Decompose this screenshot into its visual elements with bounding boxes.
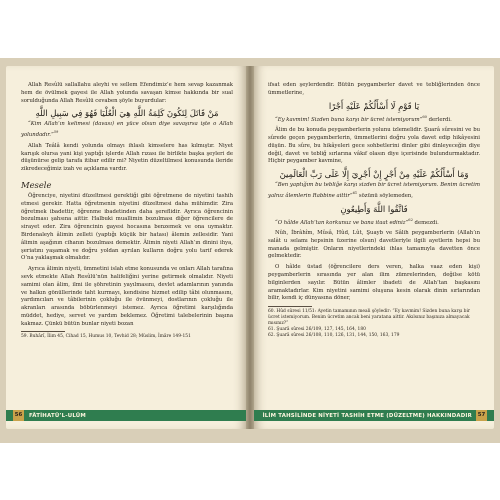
- paragraph: O hâlde üstad (öğrencilere ders veren, halka vaaz eden kişi) peygamberlerin sırasında yer alan ilim zümrelerinden, değilse kötü bilginlerden sayılır. Bütün âlimler ibadeti de Allah’tan başkasını aramaktadırlar. Kim niyetini samimi oluşuna kesin olarak dinin sırlarından bilir, kendi iç dünyasına döner,: [268, 264, 480, 302]
- quote-tail: derlerdi.: [426, 116, 452, 123]
- arabic-verse: فَاتَّقُوا اللَّهَ وَأَطِيعُونِ: [340, 203, 408, 214]
- footnote: 59. Buhârî, İlim 45, Cihad 15, Humus 10, Tevhid 28; Müslim, İmâre 149-151: [21, 334, 191, 340]
- verse-translation: [268, 217, 480, 228]
- paragraph: Âlim de bu konuda peygamberlerin yolunu izlemelidir. Şuarâ sûresini ve bu sûrede geçen peygamberlerin, ümmetlerini doğru yola davet edip hikâyesini düşün. Bu sûre, bu hikâyeleri gece sohbetlerini dinler gibi dinleyeceğin diye değil, davet ve tebliğ sırlarına vâkıf olasın diye içerisinde bulundurmaktadır. Hiçbir peygamber kavmine,: [268, 127, 480, 165]
- page-number: 57: [476, 410, 487, 421]
- right-page-content: [268, 82, 480, 339]
- hadith-translation: [21, 121, 233, 139]
- paragraph: Öğrenciye, niyetini düzeltmesi gerektiği gibi öğretmene de niyetini tashih etmesi gerekir. Hatta öğretmenin niyetini düzeltmesi daha mühimdir. Zira öğretmek ibadettir, öğrenme ibadetinden daha şereflidir. Ayrıca öğrencinin bozulması şahsına aittir. Halbuki muallimin bozulması diğer öğrencilere de sirayet eder. Zira öğrencinin gayesi hocasına benzemek ve ona uymaktır. Birdenaleyh âlimin zelleti (yaptığı küçük bir hatası) âlemin zellesidir. Yani âlimin aşağının cihanın bozulması demektir. Âlimin niyeti Allah’ın dinini ihya, şeriatını yaşamak ve doğru yoldan ayrılan kulların doğru yolu tarif ederek O’na yaklaşmak olmalıdır.: [21, 192, 233, 262]
- running-title: İLİM TAHSİLİNDE NİYETİ TASHİH ETME (DÜZELTME) HAKKINDADIR: [262, 412, 472, 419]
- right-footer-band: [254, 410, 494, 421]
- page-number: 56: [13, 410, 24, 421]
- open-book: [0, 58, 500, 443]
- paragraph: Allah Resûlü sallallahu aleyhi ve sellem Efendimiz’e hem sevap kazanmak hem de övülmek gayesi ile Allah yolunda savaşan kimse hakkında bir sual sorulduğunda Allah Resûlü cevaben şöyle buyurdular:: [21, 82, 233, 104]
- quote-text: “O hâlde Allah’tan korkunuz ve bana itaat ediniz”: [275, 219, 409, 226]
- paragraph: Nûh, İbrâhîm, Mûsâ, Hûd, Lût, Şuayb ve Sâlih peygamberlerin (Allah’ın salât u selamı hepsinin üzerine olsun) davetleriyle ilgili ayetlerin hepsi bu manada gelmiştir. Onların niyetlerindeki ihlas tamamıyla davetten önce gelmektedir.: [268, 230, 480, 260]
- quote-tail: sözünü söylemeden,: [357, 192, 413, 199]
- running-title: FÂTİHATÜ’L-ULÛM: [29, 412, 86, 419]
- footnote-ref: 61: [352, 190, 358, 195]
- left-page: [6, 66, 246, 429]
- section-heading: Mesele: [21, 179, 52, 190]
- arabic-hadith: مَنْ قَاتَلَ لِتَكُونَ كَلِمَةُ اللَّهِ هِيَ الْعُلْيَا فَهُوَ فِي سَبِيلِ اللَّهِ: [35, 108, 219, 119]
- right-page: [254, 66, 494, 429]
- footnote: 60. Hûd sûresi 11/51: Ayetin tamamının meali şöyledir: “Ey kavmim! Sizden buna karşı bir ücret istemiyorum. Benim ücretim ancak beni yaratana aittir. Akılsınız başınıza almayacak mısınız?”: [268, 309, 470, 327]
- paragraph: ifsat eden şeylerdendir. Bütün peygamberler davet ve tebliğlerinden önce ümmetlerine,: [268, 82, 480, 96]
- left-page-content: [21, 82, 233, 340]
- verse-translation: [268, 182, 480, 200]
- footnote-ref: 59: [53, 130, 59, 135]
- footnote-ref: 60: [422, 114, 427, 119]
- footnote-ref: 62: [408, 217, 413, 222]
- verse-translation: [268, 114, 480, 125]
- paragraph: Allah Teâlâ kendi yolunda olmayı ihlaslı kimselere has kılmıştır. Niyet karışık olursa yani kişi yaptığı işlerde Allah rızası ile birlikte başka şeyleri de düşünürse gelip tarafa itibar edilir mi? Niyetin düzeltilmesi konusunda ileride zikredeceğimiz izah ve açıklama vardır.: [21, 142, 233, 173]
- footnote-separator: [268, 306, 312, 307]
- footnote: 62. Şuarâ sûresi 26/108, 110, 126, 131, 144, 150, 163, 179: [268, 333, 400, 339]
- quote-text: “Kim Allah’ın kelimesi (davası) en yüce olsun diye savaşırsa işte o Allah yolundadır.”: [21, 121, 233, 138]
- quote-tail: demezdi.: [412, 219, 439, 226]
- arabic-verse: وَمَا أَسْأَلُكُمْ عَلَيْهِ مِنْ أَجْرٍ إِنْ أَجْرِيَ إِلَّا عَلَى رَبِّ الْعَالَمِينَ: [279, 169, 469, 180]
- paragraph: Ayrıca âlimin niyeti, ümmetini islah etme konusunda ve onları Allah tarafına sevk etmekte Allah Resûlü’nün halifeliğini yerine getirmek olmalıdır. Niyeti samimi olan âlim, ilmi ile şöhretinin yayılmasını, devlet adamlarının yanında ve halkın gönüllerinde taht kurmayı, kendisine hizmet edilip tâbi olunmasını, yardımcıları ve tâbilerinin çokluğu ile övünmeyi, dostlarının çokluğu ile akranları arasında böbürlenmeyi istemez. Ayrıca öğretimi karşılığında müddet, hediye, servet ve yardım beklemez. Öğretimi talebelerinin başına kakmaz. Çünkü bütün bunlar niyeti bozan: [21, 266, 233, 327]
- footnote-separator: [21, 331, 65, 332]
- quote-text: “Ben yaptığım bu tebliğe karşı sizden bir ücret istemiyorum. Benim ücretim yalnız âlemlerin Rabbine aittir”: [268, 182, 480, 199]
- arabic-verse: يَا قَوْمِ لَا أَسْأَلُكُمْ عَلَيْهِ أَجْرًا: [328, 100, 420, 111]
- quote-text: “Ey kavmim! Sizden buna karşı bir ücret istemiyorum”: [275, 116, 423, 123]
- left-footer-band: [6, 410, 246, 421]
- footnote: 61. Şuarâ sûresi 26/109, 127, 145, 164, 180: [268, 327, 366, 333]
